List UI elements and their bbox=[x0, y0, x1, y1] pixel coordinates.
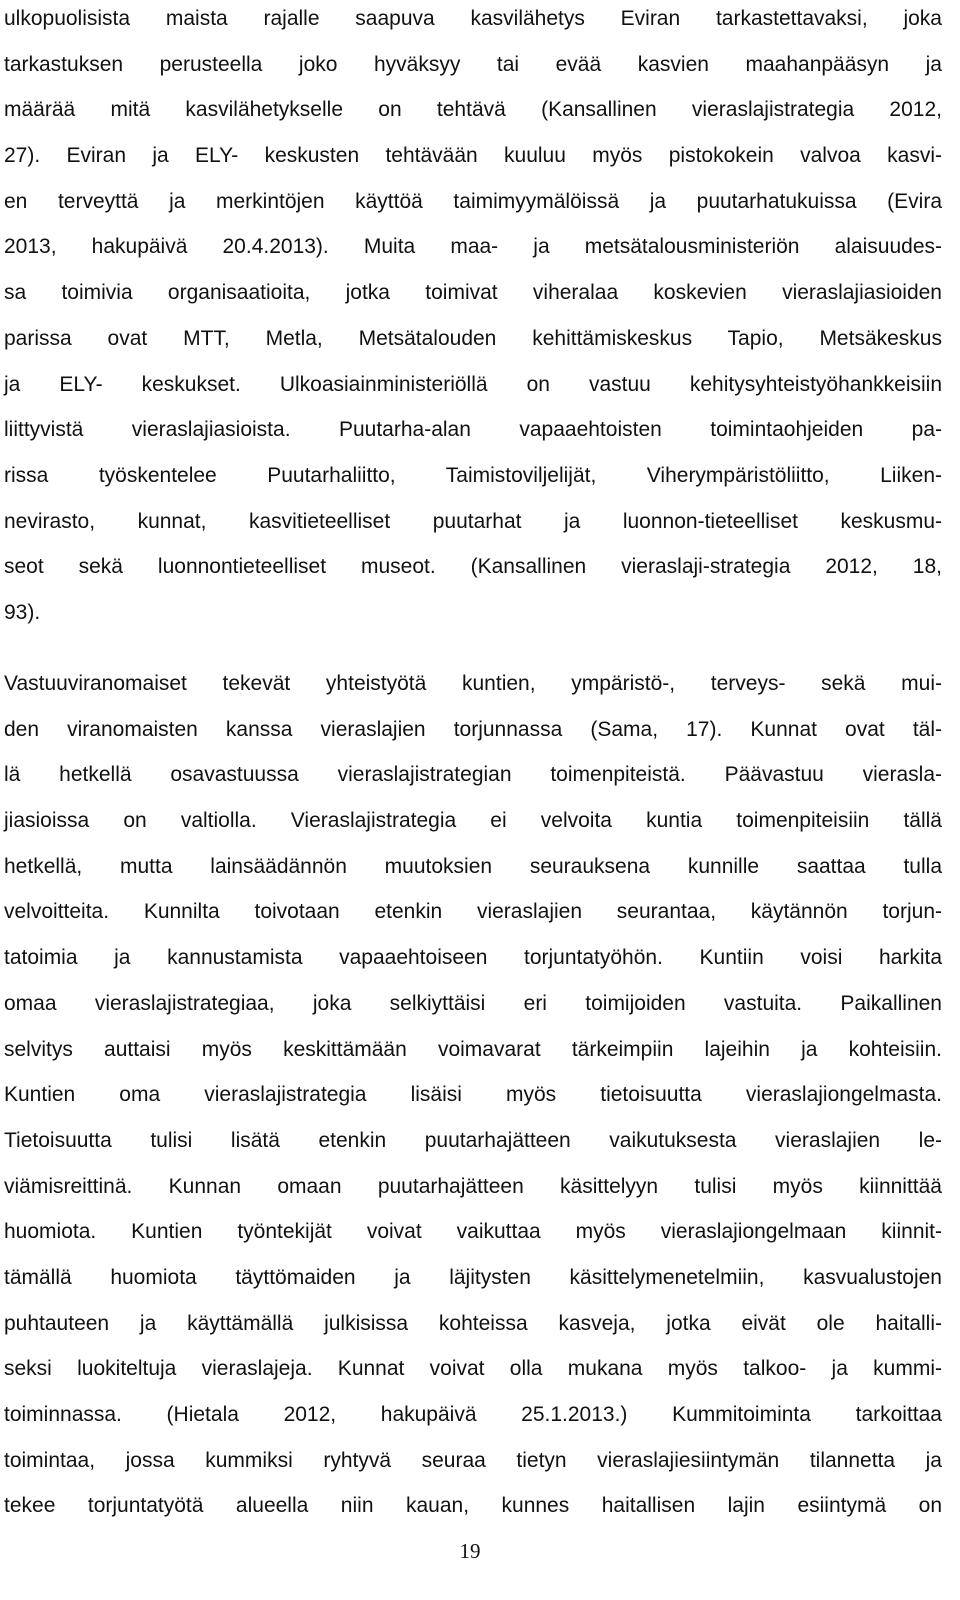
paragraph-line: sa toimivia organisaatioita, jotka toimivat viheralaa koskevien vieraslajiasioiden bbox=[4, 281, 942, 305]
paragraph-line: liittyvistä vieraslajiasioista. Puutarha-alan vapaaehtoisten toimintaohjeiden pa- bbox=[4, 418, 942, 442]
paragraph-line: ja ELY- keskukset. Ulkoasiainministeriöllä on vastuu kehitysyhteistyöhankkeisiin bbox=[4, 372, 942, 396]
paragraph-1 bbox=[4, 0, 942, 636]
paragraph-line: tarkastuksen perusteella joko hyväksyy tai evää kasvien maahanpääsyn ja bbox=[4, 52, 942, 76]
paragraph-line: parissa ovat MTT, Metla, Metsätalouden kehittämiskeskus Tapio, Metsäkeskus bbox=[4, 326, 942, 350]
paragraph-line: rissa työskentelee Puutarhaliitto, Taimistoviljelijät, Viherympäristöliitto, Liiken- bbox=[4, 463, 942, 487]
paragraph-line: tekee torjuntatyötä alueella niin kauan, kunnes haitallisen lajin esiintymä on bbox=[4, 1494, 942, 1518]
paragraph-line: toimintaa, jossa kummiksi ryhtyvä seuraa tietyn vieraslajiesiintymän tilannetta ja bbox=[4, 1448, 942, 1472]
paragraph-line: huomiota. Kuntien työntekijät voivat vaikuttaa myös vieraslajiongelmaan kiinnit- bbox=[4, 1220, 942, 1244]
paragraph-line: tämällä huomiota täyttömaiden ja läjitysten käsittelymenetelmiin, kasvualustojen bbox=[4, 1265, 942, 1289]
paragraph-line: 93). bbox=[4, 600, 41, 624]
paragraph-line: Tietoisuutta tulisi lisätä etenkin puutarhajätteen vaikutuksesta vieraslajien le- bbox=[4, 1128, 942, 1152]
paragraph-line: puhtauteen ja käyttämällä julkisissa kohteissa kasveja, jotka eivät ole haitalli- bbox=[4, 1311, 942, 1335]
paragraph-line: nevirasto, kunnat, kasvitieteelliset puutarhat ja luonnon-tieteelliset keskusmu- bbox=[4, 509, 942, 533]
paragraph-line: 2013, hakupäivä 20.4.2013). Muita maa- ja metsätalousministeriön alaisuudes- bbox=[4, 235, 942, 259]
paragraph-line: den viranomaisten kanssa vieraslajien torjunnassa (Sama, 17). Kunnat ovat täl- bbox=[4, 717, 942, 741]
paragraph-line: määrää mitä kasvilähetykselle on tehtävä (Kansallinen vieraslajistrategia 2012, bbox=[4, 98, 942, 122]
paragraph-line: Kuntien oma vieraslajistrategia lisäisi myös tietoisuutta vieraslajiongelmasta. bbox=[4, 1083, 942, 1107]
paragraph-line: 27). Eviran ja ELY- keskusten tehtävään kuuluu myös pistokokein valvoa kasvi- bbox=[4, 144, 942, 168]
paragraph-2 bbox=[4, 661, 942, 1529]
paragraph-line: hetkellä, mutta lainsäädännön muutoksien seurauksena kunnille saattaa tulla bbox=[4, 854, 942, 878]
page-number: 19 bbox=[459, 1539, 481, 1563]
paragraph-line: viämisreittinä. Kunnan omaan puutarhajätteen käsittelyyn tulisi myös kiinnittää bbox=[4, 1174, 942, 1198]
paragraph-line: Vastuuviranomaiset tekevät yhteistyötä kuntien, ympäristö-, terveys- sekä mui- bbox=[4, 672, 942, 695]
paragraph-line: lä hetkellä osavastuussa vieraslajistrategian toimenpiteistä. Päävastuu vierasla- bbox=[4, 763, 942, 787]
paragraph-line: seot sekä luonnontieteelliset museot. (Kansallinen vieraslaji-strategia 2012, 18, bbox=[4, 555, 942, 579]
paragraph-line: seksi luokiteltuja vieraslajeja. Kunnat voivat olla mukana myös talkoo- ja kummi- bbox=[4, 1357, 942, 1381]
paragraph-line: en terveyttä ja merkintöjen käyttöä taimimyymälöissä ja puutarhatukuissa (Evira bbox=[4, 189, 942, 213]
paragraph-line: tatoimia ja kannustamista vapaaehtoiseen torjuntatyöhön. Kuntiin voisi harkita bbox=[4, 946, 942, 970]
paragraph-line: velvoitteita. Kunnilta toivotaan etenkin vieraslajien seurantaa, käytännön torjun- bbox=[4, 900, 942, 924]
paragraph-line: jiasioissa on valtiolla. Vieraslajistrategia ei velvoita kuntia toimenpiteisiin tällä bbox=[4, 809, 942, 833]
paragraph-line: omaa vieraslajistrategiaa, joka selkiyttäisi eri toimijoiden vastuita. Paikallinen bbox=[4, 991, 942, 1015]
paragraph-line: selvitys auttaisi myös keskittämään voimavarat tärkeimpiin lajeihin ja kohteisiin. bbox=[4, 1037, 942, 1061]
paragraph-line: toiminnassa. (Hietala 2012, hakupäivä 25.1.2013.) Kummitoiminta tarkoittaa bbox=[4, 1403, 942, 1426]
paragraph-line: ulkopuolisista maista rajalle saapuva kasvilähetys Eviran tarkastettavaksi, joka bbox=[4, 7, 942, 30]
